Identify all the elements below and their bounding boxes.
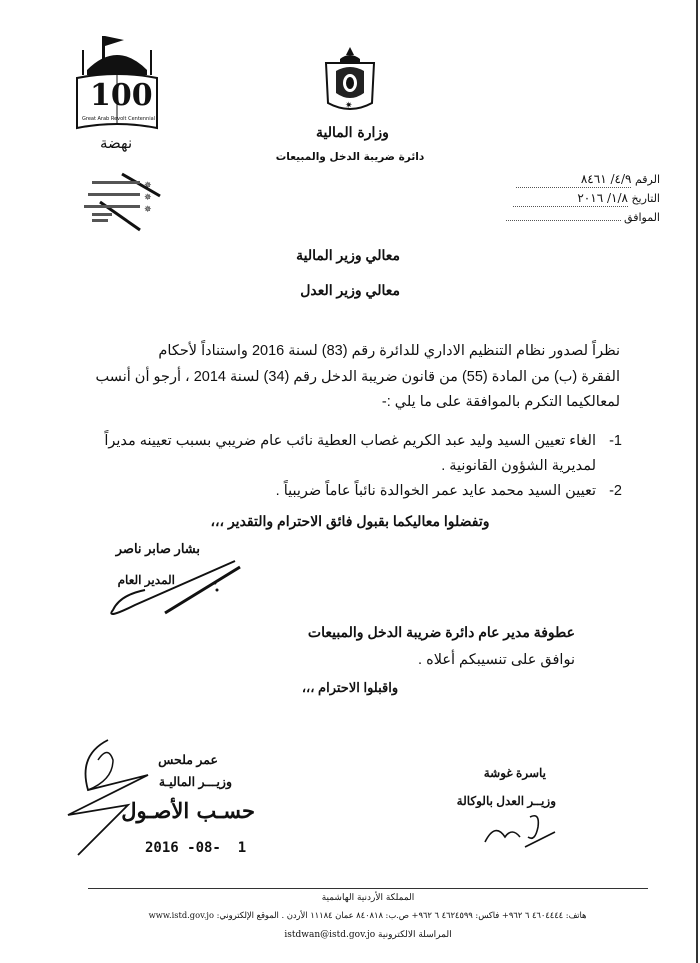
finance-minister-name: عمر ملحس xyxy=(158,753,218,767)
footer-email: المراسلة الالكترونية istdwan@istd.gov.jo xyxy=(284,930,452,940)
awards-stamp xyxy=(62,172,162,232)
item-2-line-1: تعيين السيد محمد عايد عمر الخوالدة نائباً عاماً ضريبياً . xyxy=(275,483,596,499)
closing-line: وتفضلوا معاليكما بقبول فائق الاحترام والتقدير ،،، xyxy=(210,513,490,529)
item-2-number: 2- xyxy=(609,483,622,499)
svg-text:✵: ✵ xyxy=(144,181,152,191)
svg-text:✵: ✵ xyxy=(144,205,152,215)
reference-corresponding-label: الموافق xyxy=(624,211,660,224)
reference-date-row xyxy=(506,189,660,208)
reply-addressee: عطوفة مدير عام دائرة ضريبة الدخل والمبيعات xyxy=(307,624,575,640)
item-1-line-2: لمديرية الشؤون القانونية . xyxy=(441,458,596,474)
sender-title: المدير العام xyxy=(117,573,175,587)
ministry-name: وزارة المالية xyxy=(316,125,389,141)
reply-closing: واقبلوا الاحترام ،،، xyxy=(301,680,399,695)
intro-line-2: الفقرة (ب) من المادة (55) من قانون ضريبة الدخل رقم (34) لسنة 2014 ، أرجو أن أنسب xyxy=(95,369,620,385)
centennial-caption: Great Arab Revolt Centennial xyxy=(82,116,156,122)
addressee-justice: معالي وزير العدل xyxy=(300,282,400,298)
reference-number-row xyxy=(506,170,660,189)
intro-line-3: لمعالكيما التكرم بالموافقة على ما يلي :- xyxy=(381,394,620,410)
centennial-logo xyxy=(72,30,162,170)
finance-minister-title: وزيـــر الماليـة xyxy=(158,775,232,789)
footer-contact: هاتف: ٤٦٠٤٤٤٤ ٦ ٩٦٢+ فاكس: ٤٦٢٤٥٩٩ ٦ ٩٦٢+ ص.ب: ٨٤٠٨١٨ عمان ١١١٨٤ الأردن . الموقع الإلكتروني: www.istd.gov.jo xyxy=(148,910,587,920)
centennial-number: 100 xyxy=(90,78,153,113)
footer-rule xyxy=(88,888,648,889)
coat-of-arms-icon xyxy=(320,45,380,119)
footer-country: المملكة الأردنية الهاشمية xyxy=(321,893,415,903)
justice-minister-name: ياسرة غوشة xyxy=(483,766,546,780)
reference-corresponding-value xyxy=(506,208,621,221)
justice-minister-title: وزيــر العدل بالوكالة xyxy=(456,794,556,808)
item-1-number: 1- xyxy=(609,433,622,449)
centennial-word: نهضة xyxy=(100,134,133,152)
sender-signature xyxy=(105,555,245,625)
reference-number-value: ٤/٩/ ٨٤٦١ xyxy=(516,172,631,188)
addressee-finance: معالي وزير المالية xyxy=(296,247,400,263)
approval-date: 2016 -08- 1 xyxy=(145,840,247,856)
intro-line-1: نظراً لصدور نظام التنظيم الاداري للدائرة رقم (83) لسنة 2016 واستناداً لأحكام xyxy=(158,343,620,359)
justice-minister-signature xyxy=(480,812,560,852)
department-name: دائرة ضريبة الدخل والمبيعات xyxy=(275,151,425,163)
item-1-line-1: الغاء تعيين السيد وليد عبد الكريم غصاب العطية نائب عام ضريبي بسبب تعيينه مديراً xyxy=(104,433,596,449)
scan-edge xyxy=(696,0,698,963)
sender-name: بشار صابر ناصر xyxy=(115,541,200,556)
reply-text: نوافق على تنسيبكم أعلاه . xyxy=(418,652,575,668)
svg-text:✷: ✷ xyxy=(345,101,353,111)
reference-date-label: التاريخ xyxy=(631,192,660,205)
svg-text:✵: ✵ xyxy=(144,193,152,203)
approval-stamp: حسـب الأصـول xyxy=(121,798,255,823)
reference-block xyxy=(506,170,660,227)
reference-number-label: الرقم xyxy=(634,173,660,186)
reference-date-value: ١/٨/ ٢٠١٦ xyxy=(513,191,628,207)
reference-corresponding-row xyxy=(506,208,660,227)
